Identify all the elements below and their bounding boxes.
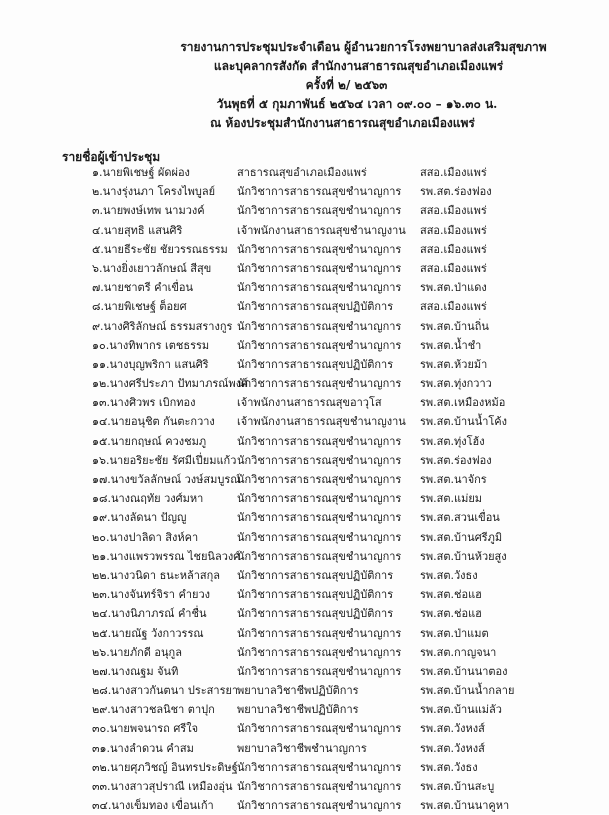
attendee-position: นักวิชาการสาธารณสุขชำนาญการ: [237, 645, 402, 659]
attendee-row: [0, 643, 609, 662]
attendee-position: นักวิชาการสาธารณสุขชำนาญการ: [237, 664, 402, 678]
attendee-row: [0, 182, 609, 201]
document-header: [0, 38, 609, 133]
attendee-row: [0, 700, 609, 719]
attendee-name: ๑๒.นางศรีประภา ปัทมาภรณ์พงศ์: [92, 377, 249, 391]
attendee-position: นักวิชาการสาธารณสุขปฏิบัติการ: [237, 568, 394, 582]
attendee-org: รพ.สต.บ้านแม่ลัว: [420, 703, 502, 717]
attendee-position: นักวิชาการสาธารณสุขชำนาญการ: [237, 377, 402, 391]
attendee-name: ๑๖.นายอริยะชัย รัศมีเปี่ยมแก้ว: [92, 453, 237, 467]
report-subtitle: และบุคลากรสังกัด สำนักงานสาธารณสุขอำเภอเมืองแพร่: [213, 59, 504, 73]
attendee-org: สสอ.เมืองแพร่: [420, 223, 487, 237]
attendee-position: นักวิชาการสาธารณสุขชำนาญการ: [237, 626, 402, 640]
attendee-list-heading: รายชื่อผู้เข้าประชุม: [62, 150, 161, 164]
attendee-name: ๒๗.นางณฐม จันทิ: [92, 664, 179, 678]
attendee-row: [0, 489, 609, 508]
attendee-org: รพ.สต.เหมืองหม้อ: [420, 396, 506, 410]
attendee-position: เจ้าพนักงานสาธารณสุขชำนาญงาน: [237, 223, 406, 237]
attendee-position: นักวิชาการสาธารณสุขชำนาญการ: [237, 338, 402, 352]
attendee-org: รพ.สต.นาจักร: [420, 473, 487, 486]
attendee-org: สสอ.เมืองแพร่: [420, 261, 487, 275]
attendee-org: รพ.สต.บ้านนาคูหา: [420, 799, 510, 813]
attendee-name: ๑๘.นางณฤทัย วงศ์มหา: [92, 492, 204, 506]
attendee-row: [0, 451, 609, 470]
attendee-position: นักวิชาการสาธารณสุขชำนาญการ: [237, 261, 402, 275]
attendee-name: ๑๑.นางบุญพริกา แสนศิริ: [92, 357, 209, 371]
attendee-position: นักวิชาการสาธารณสุขชำนาญการ: [237, 204, 402, 218]
attendee-name: ๒๓.นางจันทร์จิรา คำยวง: [92, 588, 211, 602]
attendee-position: นักวิชาการสาธารณสุขชำนาญการ: [237, 722, 402, 736]
attendee-org: รพ.สต.ทุ่งกวาว: [420, 377, 492, 391]
attendee-org: รพ.สต.วังธง: [420, 568, 478, 582]
attendee-name: ๔.นายสุทธิ แสนศิริ: [92, 223, 183, 237]
attendee-list: [0, 163, 609, 815]
attendee-org: รพ.สต.ช่อแฮ: [420, 607, 482, 621]
attendee-org: รพ.สต.น้ำชำ: [420, 338, 482, 352]
attendee-row: [0, 796, 609, 815]
attendee-name: ๑๔.นายอนุชิต กันตะกวาง: [92, 415, 215, 429]
attendee-row: [0, 547, 609, 566]
attendee-row: [0, 393, 609, 412]
attendee-org: รพ.สต.ทุ่งโฮ้ง: [420, 434, 485, 448]
attendee-name: ๒๒.นางวนิดา ธนะหล้าสกุล: [92, 568, 221, 582]
attendee-row: [0, 528, 609, 547]
attendee-position: นักวิชาการสาธารณสุขชำนาญการ: [237, 434, 402, 448]
attendee-position: สาธารณสุขอำเภอเมืองแพร่: [237, 166, 367, 179]
attendee-org: รพ.สต.บ้านน้ำกลาย: [420, 684, 515, 698]
attendee-position: นักวิชาการสาธารณสุขชำนาญการ: [237, 492, 402, 506]
attendee-row: [0, 719, 609, 738]
attendee-name: ๒.นางรุ่งนภา โครงไพบูลย์: [92, 185, 216, 199]
attendee-row: [0, 163, 609, 182]
attendee-position: เจ้าพนักงานสาธารณสุขอาวุโส: [237, 396, 382, 410]
attendee-org: รพ.สต.บ้านห้วยสูง: [420, 549, 507, 563]
attendee-name: ๒๐.นางปาลิดา สิงห์คา: [92, 530, 199, 544]
attendee-row: [0, 662, 609, 681]
attendee-name: ๖.นางยิ่งเยาวลักษณ์ สีสุข: [92, 261, 212, 275]
attendee-position: นักวิชาการสาธารณสุขชำนาญการ: [237, 799, 402, 813]
attendee-position: นักวิชาการสาธารณสุขชำนาญการ: [237, 453, 402, 467]
attendee-org: รพ.สต.วังธง: [420, 760, 478, 774]
attendee-position: นักวิชาการสาธารณสุขปฏิบัติการ: [237, 607, 394, 621]
attendee-row: [0, 201, 609, 220]
attendee-org: สสอ.เมืองแพร่: [420, 166, 487, 179]
attendee-name: ๑๗.นางขวัลลักษณ์ วงษ์สมบูรณ์: [92, 473, 241, 486]
attendee-org: รพ.สต.สวนเขื่อน: [420, 511, 500, 525]
attendee-name: ๕.นายธีระชัย ชัยวรรณธรรม: [92, 242, 228, 256]
attendee-row: [0, 317, 609, 336]
attendee-name: ๓๒.นายศุภวิชญ์ อินทรประดิษฐ์: [92, 760, 238, 774]
attendee-position: นักวิชาการสาธารณสุขชำนาญการ: [237, 780, 402, 793]
attendee-org: สสอ.เมืองแพร่: [420, 242, 487, 256]
attendee-name: ๒๙.นางสาวชลนิชา ตาปุก: [92, 703, 215, 717]
attendee-org: รพ.สต.ร่องฟอง: [420, 453, 492, 467]
report-title: รายงานการประชุมประจำเดือน ผู้อำนวยการโรงพยาบาลส่งเสริมสุขภาพ: [180, 40, 547, 54]
attendee-name: ๑๓.นางศิวพร เบิกทอง: [92, 396, 196, 410]
attendee-row: [0, 470, 609, 489]
attendee-position: นักวิชาการสาธารณสุขชำนาญการ: [237, 549, 402, 563]
attendee-org: รพ.สต.วังหงส์: [420, 741, 485, 755]
attendee-name: ๒๘.นางสาวกันตนา ประสารยา: [92, 684, 239, 698]
attendee-org: สสอ.เมืองแพร่: [420, 204, 487, 218]
attendee-position: นักวิชาการสาธารณสุขชำนาญการ: [237, 511, 402, 525]
attendee-position: นักวิชาการสาธารณสุขชำนาญการ: [237, 760, 402, 774]
attendee-row: [0, 566, 609, 585]
attendee-row: [0, 297, 609, 316]
attendee-name: ๑๕.นายกฤษณ์ ควงชมภู: [92, 434, 207, 448]
attendee-row: [0, 681, 609, 700]
attendee-name: ๒๔.นางนิภาภรณ์ คำชื่น: [92, 607, 207, 621]
attendee-position: เจ้าพนักงานสาธารณสุขชำนาญงาน: [237, 415, 406, 429]
attendee-name: ๑๐.นางทิพากร เตชธรรม: [92, 338, 210, 352]
attendee-position: พยาบาลวิชาชีพปฏิบัติการ: [237, 684, 359, 698]
attendee-row: [0, 624, 609, 643]
attendee-row: [0, 585, 609, 604]
attendee-org: รพ.สต.บ้านน้ำโค้ง: [420, 415, 508, 429]
attendee-org: รพ.สต.บ้านศรีภูมิ: [420, 530, 503, 544]
attendee-position: นักวิชาการสาธารณสุขชำนาญการ: [237, 473, 402, 486]
attendee-row: [0, 336, 609, 355]
attendee-org: รพ.สต.แม่ยม: [420, 492, 483, 506]
attendee-org: รพ.สต.ช่อแฮ: [420, 588, 482, 602]
attendee-org: รพ.สต.ร่องฟอง: [420, 185, 492, 199]
attendee-row: [0, 412, 609, 431]
attendee-position: นักวิชาการสาธารณสุขชำนาญการ: [237, 319, 402, 333]
attendee-name: ๓๔.นางเข็มทอง เขื่อนเก้า: [92, 799, 214, 813]
attendee-row: [0, 259, 609, 278]
attendee-row: [0, 432, 609, 451]
attendee-row: [0, 374, 609, 393]
attendee-name: ๓๓.นางสาวสุปราณี เหมืองอุ่น: [92, 780, 233, 793]
meeting-venue: ณ ห้องประชุมสำนักงานสาธารณสุขอำเภอเมืองแพร่: [210, 116, 475, 130]
meeting-number: ครั้งที่ ๒/ ๒๕๖๓: [305, 78, 388, 92]
attendee-name: ๒๑.นางแพรวพรรณ ไชยนิลวงศ์: [92, 549, 241, 563]
attendee-position: นักวิชาการสาธารณสุขปฏิบัติการ: [237, 300, 394, 314]
attendee-name: ๓.นายพงษ์เทพ นามวงค์: [92, 204, 205, 218]
attendee-position: นักวิชาการสาธารณสุขชำนาญการ: [237, 281, 402, 295]
attendee-row: [0, 240, 609, 259]
attendee-row: [0, 278, 609, 297]
attendee-row: [0, 508, 609, 527]
attendee-org: รพ.สต.บ้านนาตอง: [420, 664, 508, 678]
attendee-org: รพ.สต.ห้วยม้า: [420, 357, 488, 371]
attendee-position: นักวิชาการสาธารณสุขชำนาญการ: [237, 242, 402, 256]
attendee-org: รพ.สต.ป่าแมต: [420, 626, 489, 640]
attendee-row: [0, 758, 609, 777]
attendee-org: รพ.สต.ป่าแดง: [420, 281, 487, 295]
meeting-datetime: วันพุธที่ ๕ กุมภาพันธ์ ๒๕๖๔ เวลา ๐๙.๐๐ – ๑๖.๓๐ น.: [216, 97, 498, 111]
attendee-name: ๒๕.นายณัฐ วังกาวรรณ: [92, 626, 204, 640]
attendee-org: รพ.สต.วังหงส์: [420, 722, 485, 736]
attendee-position: นักวิชาการสาธารณสุขชำนาญการ: [237, 530, 402, 544]
attendee-position: นักวิชาการสาธารณสุขปฏิบัติการ: [237, 588, 394, 602]
attendee-row: [0, 777, 609, 796]
attendee-org: รพ.สต.บ้านสะบู: [420, 780, 495, 793]
attendee-name: ๒๖.นายภักดี อนุกูล: [92, 645, 182, 659]
attendee-position: นักวิชาการสาธารณสุขปฏิบัติการ: [237, 357, 394, 371]
attendee-row: [0, 355, 609, 374]
attendee-position: พยาบาลวิชาชีพปฏิบัติการ: [237, 703, 359, 717]
attendee-row: [0, 604, 609, 623]
attendee-position: นักวิชาการสาธารณสุขชำนาญการ: [237, 185, 402, 199]
attendee-position: พยาบาลวิชาชีพชำนาญการ: [237, 741, 367, 755]
attendee-org: สสอ.เมืองแพร่: [420, 300, 487, 314]
attendee-name: ๑.นายพิเชษฐ์ ผัดผ่อง: [92, 166, 190, 179]
attendee-name: ๓๑.นางลำดวน คำสม: [92, 741, 194, 755]
attendee-row: [0, 739, 609, 758]
attendee-name: ๑๙.นางลัดนา ปัญญู: [92, 511, 187, 525]
attendee-row: [0, 221, 609, 240]
attendee-name: ๓๐.นายพจนารถ ศรีใจ: [92, 722, 199, 736]
attendee-name: ๘.นายพิเชษฐ์ ต็อยศ: [92, 300, 187, 314]
attendee-org: รพ.สต.กาญจนา: [420, 645, 497, 659]
attendee-name: ๗.นายชาตรี คำเขื่อน: [92, 281, 194, 295]
attendee-name: ๙.นางศิริลักษณ์ ธรรมสรางกูร: [92, 319, 233, 333]
attendee-org: รพ.สต.บ้านถิ่น: [420, 319, 489, 333]
